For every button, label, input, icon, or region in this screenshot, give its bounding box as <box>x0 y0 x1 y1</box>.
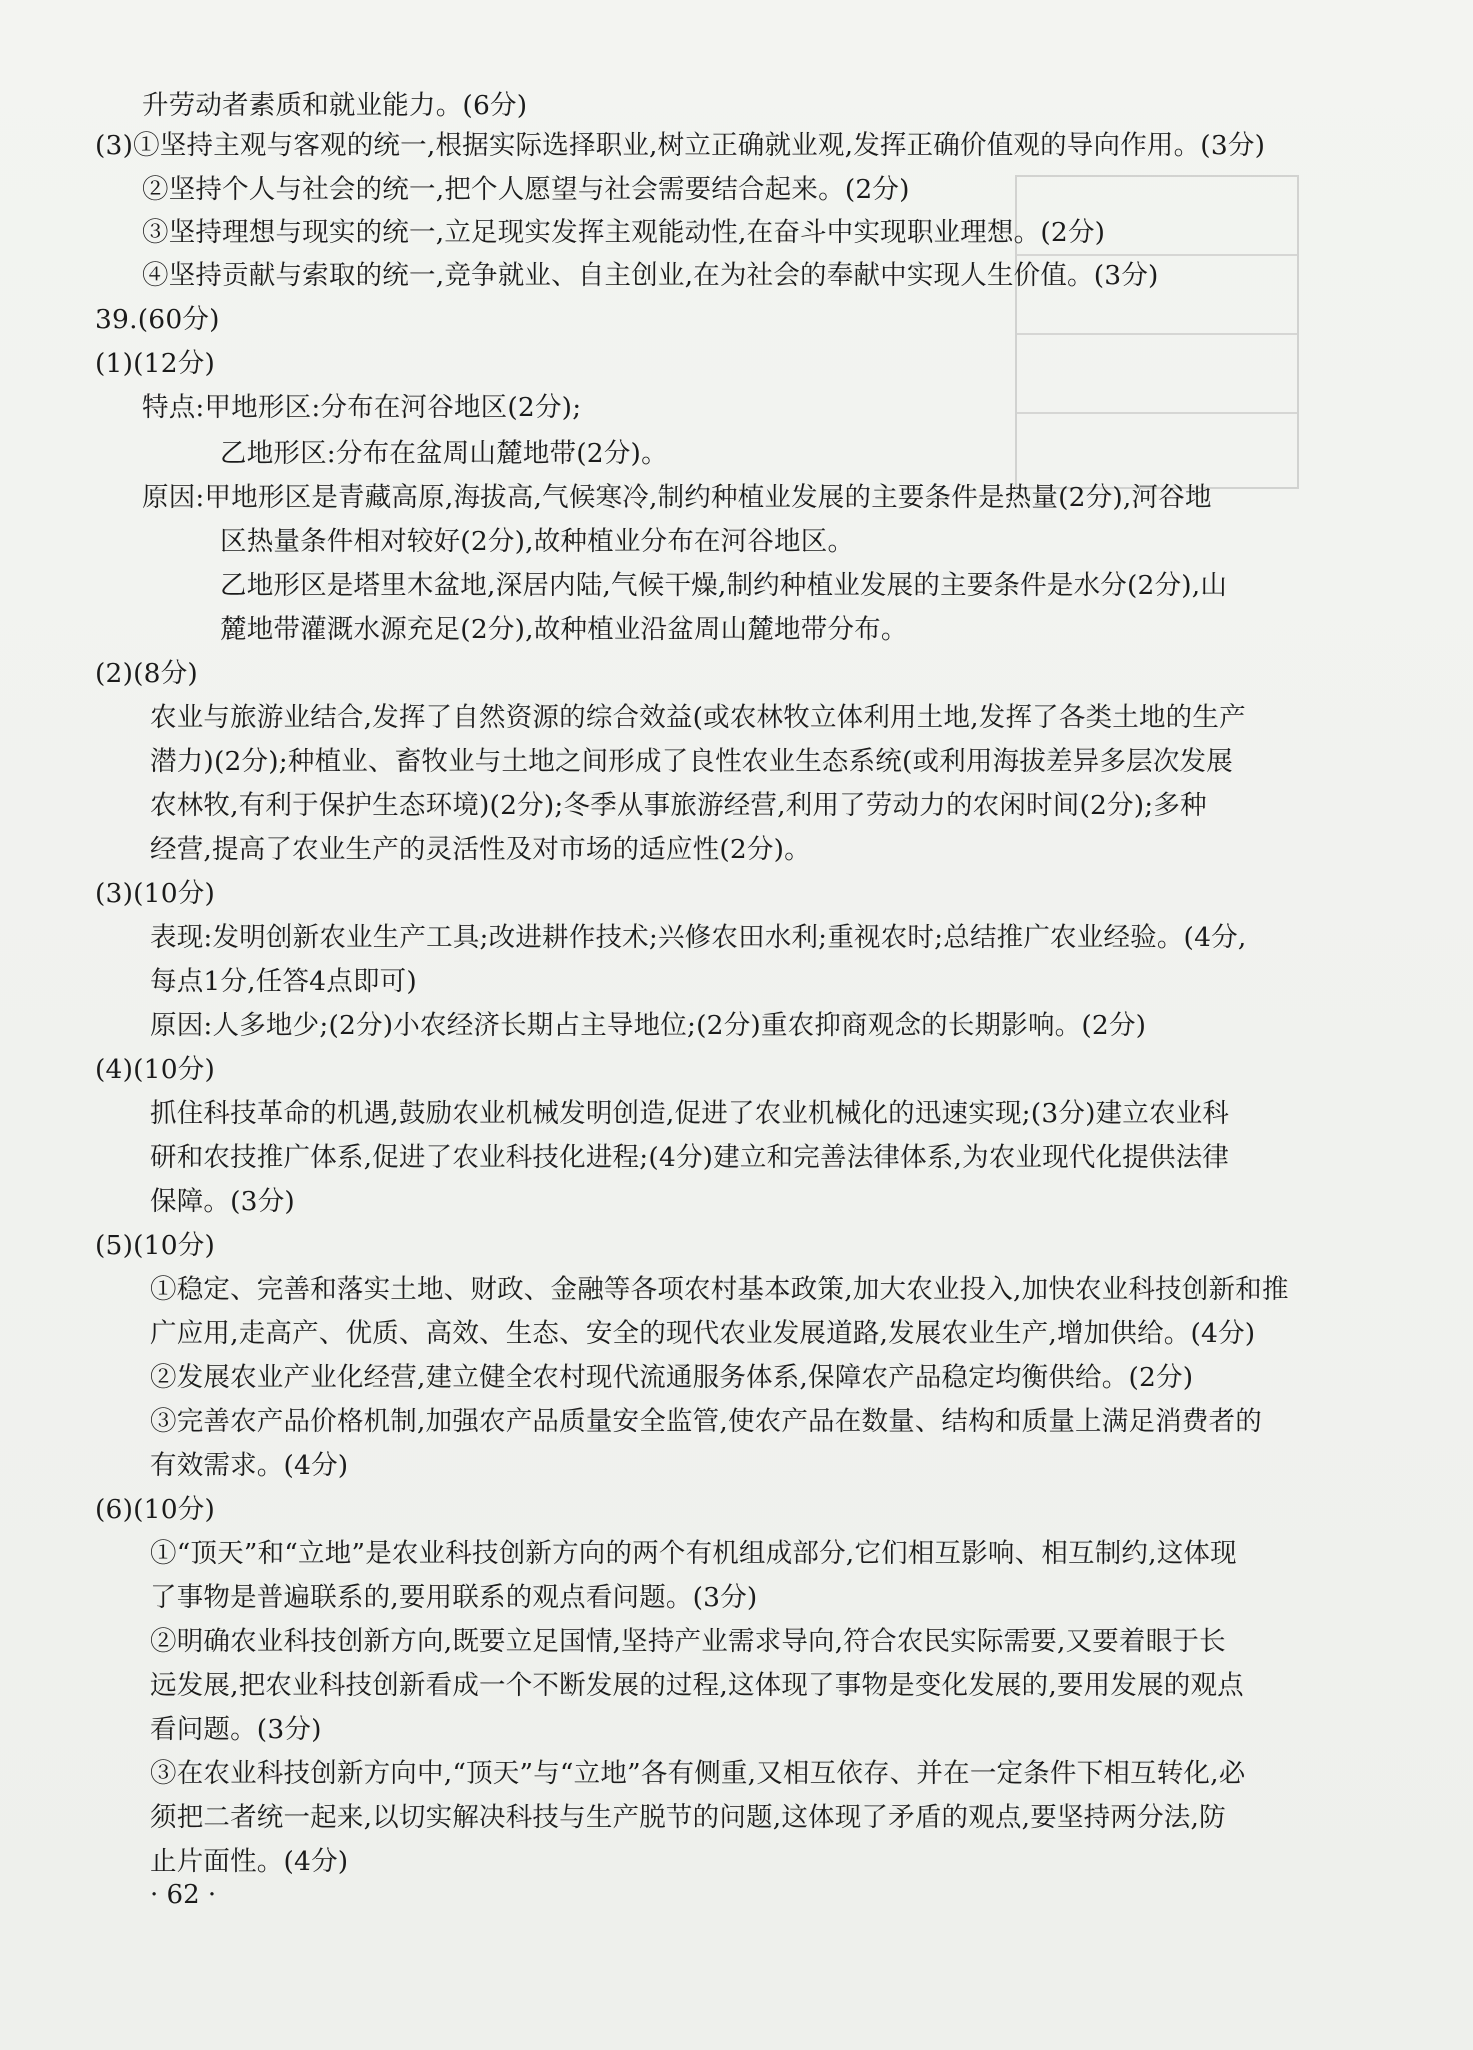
text-line: 有效需求。(4分) <box>150 1450 349 1481</box>
text-line: 止片面性。(4分) <box>150 1846 349 1877</box>
page-number: · 62 · <box>150 1880 217 1910</box>
text-line: 保障。(3分) <box>150 1186 295 1217</box>
text-line: 远发展,把农业科技创新看成一个不断发展的过程,这体现了事物是变化发展的,要用发展的观点 <box>150 1670 1244 1701</box>
part-heading: (2)(8分) <box>95 658 198 689</box>
text-line: 潜力)(2分);种植业、畜牧业与土地之间形成了良性农业生态系统(或利用海拔差异多层次发展 <box>150 746 1233 777</box>
text-line: ①稳定、完善和落实土地、财政、金融等各项农村基本政策,加大农业投入,加快农业科技创新和推 <box>150 1274 1289 1305</box>
text-line: 每点1分,任答4点即可) <box>150 966 417 997</box>
text-line: 表现:发明创新农业生产工具;改进耕作技术;兴修农田水利;重视农时;总结推广农业经验。(4分, <box>150 922 1247 953</box>
part-heading: (5)(10分) <box>95 1230 216 1261</box>
text-line: 看问题。(3分) <box>150 1714 322 1745</box>
text-line: 广应用,走高产、优质、高效、生态、安全的现代农业发展道路,发展农业生产,增加供给。(4分) <box>150 1318 1256 1349</box>
text-line: (3)①坚持主观与客观的统一,根据实际选择职业,树立正确就业观,发挥正确价值观的导向作用。(3分) <box>95 130 1266 161</box>
text-line: ③完善农产品价格机制,加强农产品质量安全监管,使农产品在数量、结构和质量上满足消费者的 <box>150 1406 1262 1437</box>
text-line: 抓住科技革命的机遇,鼓励农业机械发明创造,促进了农业机械化的迅速实现;(3分)建立农业科 <box>150 1098 1230 1129</box>
part-heading: (4)(10分) <box>95 1054 216 1085</box>
text-line: 农业与旅游业结合,发挥了自然资源的综合效益(或农林牧立体利用土地,发挥了各类土地的生产 <box>150 702 1246 733</box>
part-heading: (6)(10分) <box>95 1494 216 1525</box>
text-line: 原因:人多地少;(2分)小农经济长期占主导地位;(2分)重农抑商观念的长期影响。(2分) <box>150 1010 1147 1041</box>
text-line: ④坚持贡献与索取的统一,竞争就业、自主创业,在为社会的奉献中实现人生价值。(3分) <box>142 260 1159 291</box>
text-line: 农林牧,有利于保护生态环境)(2分);冬季从事旅游经营,利用了劳动力的农闲时间(2分);多种 <box>150 790 1207 821</box>
part-heading: (1)(12分) <box>95 348 216 379</box>
text-line: 乙地形区是塔里木盆地,深居内陆,气候干燥,制约种植业发展的主要条件是水分(2分),山 <box>220 570 1228 601</box>
text-line: ②明确农业科技创新方向,既要立足国情,坚持产业需求导向,符合农民实际需要,又要着眼于长 <box>150 1626 1226 1657</box>
text-line: 区热量条件相对较好(2分),故种植业分布在河谷地区。 <box>220 526 855 557</box>
text-line: ①“顶天”和“立地”是农业科技创新方向的两个有机组成部分,它们相互影响、相互制约,这体现 <box>150 1538 1237 1569</box>
text-line: ③坚持理想与现实的统一,立足现实发挥主观能动性,在奋斗中实现职业理想。(2分) <box>142 217 1106 248</box>
text-line: 研和农技推广体系,促进了农业科技化进程;(4分)建立和完善法律体系,为农业现代化提供法律 <box>150 1142 1230 1173</box>
text-line: 了事物是普遍联系的,要用联系的观点看问题。(3分) <box>150 1582 758 1613</box>
text-line: 特点:甲地形区:分布在河谷地区(2分); <box>142 392 582 423</box>
text-line: ②坚持个人与社会的统一,把个人愿望与社会需要结合起来。(2分) <box>142 174 910 205</box>
text-line: 原因:甲地形区是青藏高原,海拔高,气候寒冷,制约种植业发展的主要条件是热量(2分),河谷地 <box>142 482 1212 513</box>
text-line: 升劳动者素质和就业能力。(6分) <box>142 90 528 121</box>
text-line: 须把二者统一起来,以切实解决科技与生产脱节的问题,这体现了矛盾的观点,要坚持两分法,防 <box>150 1802 1226 1833</box>
text-line: ③在农业科技创新方向中,“顶天”与“立地”各有侧重,又相互依存、并在一定条件下相互转化,必 <box>150 1758 1246 1789</box>
text-line: 经营,提高了农业生产的灵活性及对市场的适应性(2分)。 <box>150 834 811 865</box>
text-line: 乙地形区:分布在盆周山麓地带(2分)。 <box>220 438 668 469</box>
text-line: ②发展农业产业化经营,建立健全农村现代流通服务体系,保障农产品稳定均衡供给。(2分) <box>150 1362 1194 1393</box>
text-line: 麓地带灌溉水源充足(2分),故种植业沿盆周山麓地带分布。 <box>220 614 908 645</box>
part-heading: (3)(10分) <box>95 878 216 909</box>
question-heading: 39.(60分) <box>95 304 220 335</box>
